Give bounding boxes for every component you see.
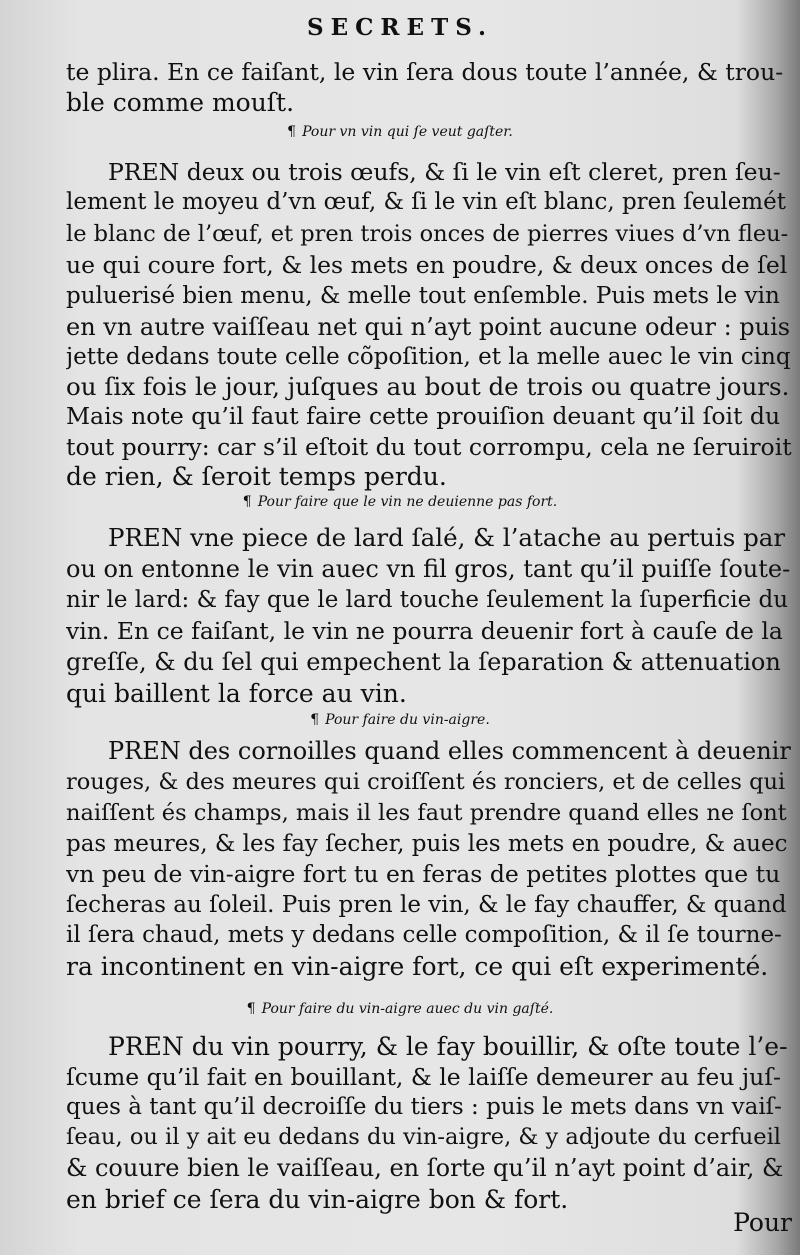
text-line: PREN des cornoilles quand elles commencent à deuenir: [108, 737, 791, 765]
section-heading: [0, 488, 800, 516]
text-line: greſſe, & du ſel qui empechent la ſeparation & attenuation: [66, 648, 781, 676]
text-line: lement le moyeu d’vn œuf, & ſi le vin eſt blanc, pren ſeulemét: [66, 189, 786, 215]
pilcrow-mark: ¶: [242, 494, 252, 510]
pilcrow-mark: ¶: [287, 124, 297, 140]
pilcrow-mark: ¶: [310, 712, 320, 728]
text-line: Mais note qu’il faut faire cette prouiſion deuant qu’il ſoit du: [66, 402, 781, 430]
text-line: PREN du vin pourry, & le fay bouillir, & oſte toute l’e-: [108, 1032, 788, 1061]
catchword: Pour: [733, 1208, 792, 1237]
pilcrow-mark: ¶: [246, 1001, 256, 1017]
text-line: le blanc de l’œuf, et pren trois onces de pierres viues d’vn fleu-: [66, 221, 789, 247]
text-line: en brief ce ſera du vin-aigre bon & fort.: [66, 1185, 569, 1214]
text-line: tout pourry: car s’il eſtoit du tout corrompu, cela ne ſeruiroit: [66, 433, 792, 461]
section-heading: [0, 995, 800, 1023]
section-heading: [0, 706, 800, 734]
text-line: ſecheras au ſoleil. Puis pren le vin, & le fay chauffer, & quand: [66, 892, 787, 918]
text-line: qui baillent la force au vin.: [66, 679, 407, 708]
heading-text: Pour faire que le vin ne deuienne pas fort.: [257, 494, 558, 510]
text-line: vn peu de vin-aigre fort tu en feras de petites plottes que tu: [66, 860, 781, 888]
running-header: SECRETS.: [306, 14, 493, 41]
text-line: ſeau, ou il y ait eu dedans du vin-aigre, & y adjoute du cerfueil: [66, 1124, 782, 1150]
section-heading: [0, 118, 800, 146]
text-line: de rien, & ſeroit temps perdu.: [66, 462, 447, 491]
text-line: PREN vne piece de lard ſalé, & l’atache au pertuis par: [108, 523, 786, 552]
text-line: & couure bien le vaiſſeau, en ſorte qu’il n’ayt point d’air, &: [66, 1154, 784, 1182]
heading-text: Pour vn vin qui ſe veut gaſter.: [302, 124, 513, 140]
text-line: nir le lard: & fay que le lard touche ſeulement la ſuperficie du: [66, 587, 789, 613]
text-line: jette dedans toute celle cõpoſition, et la melle auec le vin cinq: [66, 344, 791, 370]
text-line: rouges, & des meures qui croiſſent és ronciers, et de celles qui: [66, 769, 786, 795]
text-line: naiſſent és champs, mais il les faut prendre quand elles ne ſont: [66, 800, 787, 826]
text-line: te plira. En ce faiſant, le vin ſera dous toute l’année, & trou-: [66, 58, 784, 86]
text-line: pas meures, & les fay ſecher, puis les mets en poudre, & auec: [66, 831, 788, 857]
text-line: ou on entonne le vin auec vn fil gros, tant qu’il puiſſe ſoute-: [66, 555, 791, 583]
heading-text: Pour faire du vin-aigre.: [325, 712, 490, 728]
text-line: vin. En ce faiſant, le vin ne pourra deuenir fort à cauſe de la: [66, 617, 783, 645]
heading-text: Pour faire du vin-aigre auec du vin gaſté.: [261, 1001, 554, 1017]
text-line: ra incontinent en vin-aigre fort, ce qui eſt experimenté.: [66, 952, 769, 981]
text-line: il ſera chaud, mets y dedans celle compoſition, & il ſe tourne-: [66, 922, 782, 948]
text-line: ble comme mouſt.: [66, 88, 295, 117]
text-line: ou ſix fois le jour, juſques au bout de trois ou quatre jours.: [66, 372, 790, 401]
text-line: puluerisé bien menu, & melle tout enſemble. Puis mets le vin: [66, 283, 780, 309]
text-line: PREN deux ou trois œufs, & ſi le vin eſt cleret, pren ſeu-: [108, 158, 781, 186]
text-line: ue qui coure fort, & les mets en poudre, & deux onces de ſel: [66, 251, 788, 279]
text-line: ques à tant qu’il decroiſſe du tiers : puis le mets dans vn vaiſ-: [66, 1094, 782, 1120]
text-line: en vn autre vaiſſeau net qui n’ayt point aucune odeur : puis: [66, 313, 791, 341]
text-line: ſcume qu’il fait en bouillant, & le laiſſe demeurer au feu juſ-: [66, 1063, 781, 1091]
